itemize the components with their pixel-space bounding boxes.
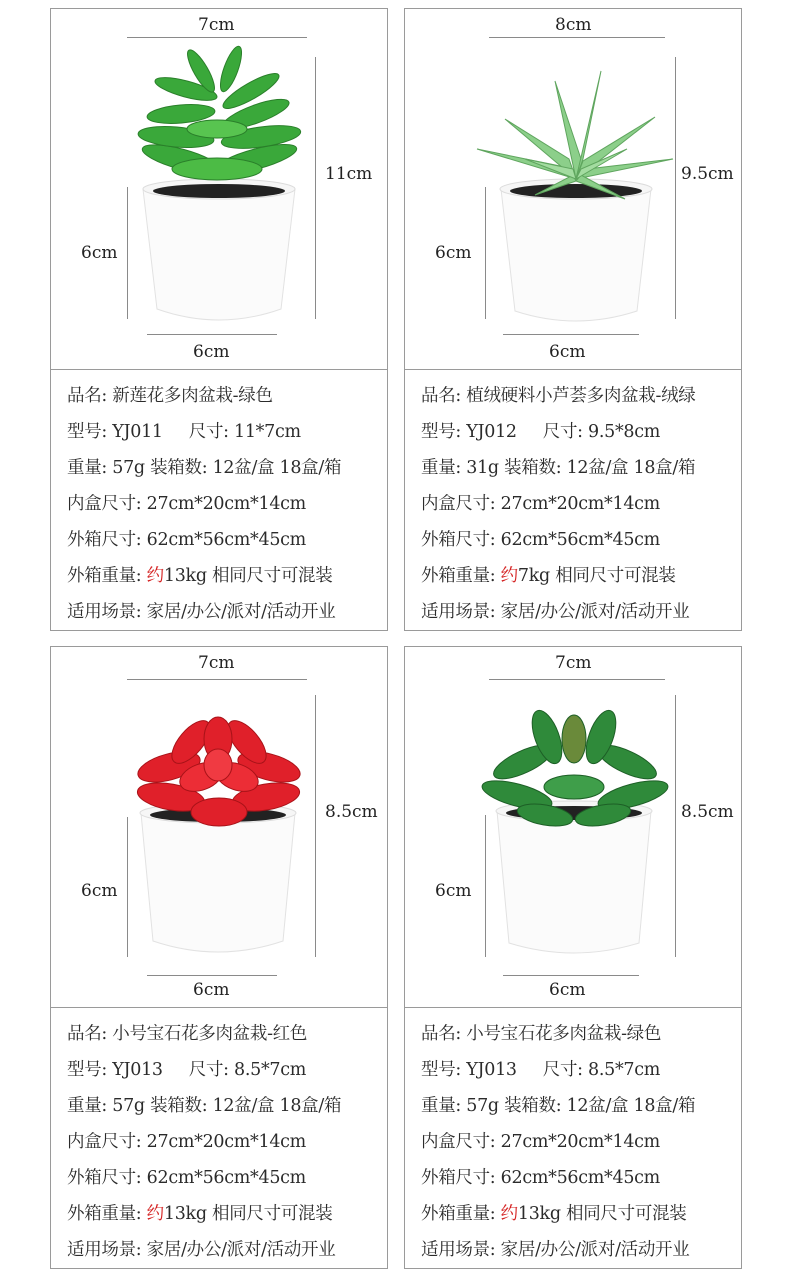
outer-box-size: 62cm*56cm*45cm [500, 1168, 660, 1188]
dimension-right: 9.5cm [681, 164, 734, 184]
spec-inner-box-row: 内盒尺寸: 27cm*20cm*14cm [67, 494, 306, 514]
product-name: 植绒硬料小芦荟多肉盆栽-绒绿 [466, 386, 696, 406]
spec-outer-box-row: 外箱尺寸: 62cm*56cm*45cm [421, 1168, 660, 1188]
height-guide-line [675, 57, 676, 319]
pack-count: 12盆/盒 18盒/箱 [212, 1096, 342, 1116]
outer-weight-value: 13kg [163, 1204, 207, 1224]
pack-count: 12盆/盒 18盒/箱 [566, 458, 696, 478]
dimension-left: 6cm [81, 243, 118, 263]
pot-width-guide-line [503, 334, 639, 335]
spec-name-row: 品名: 小号宝石花多肉盆栽-红色 [67, 1024, 308, 1044]
spec-inner-box-row: 内盒尺寸: 27cm*20cm*14cm [67, 1132, 306, 1152]
approx-marker: 约 [146, 566, 164, 586]
product-photo [405, 647, 741, 1008]
inner-box-size: 27cm*20cm*14cm [146, 1132, 306, 1152]
spec-outer-box-row: 外箱尺寸: 62cm*56cm*45cm [421, 530, 660, 550]
product-name: 小号宝石花多肉盆栽-绿色 [466, 1024, 662, 1044]
mix-note: 相同尺寸可混装 [212, 1204, 333, 1224]
spec-scene-row: 适用场景: 家居/办公/派对/活动开业 [421, 1240, 690, 1260]
width-guide-line [489, 679, 665, 680]
dimension-left: 6cm [81, 881, 118, 901]
mix-note: 相同尺寸可混装 [212, 566, 333, 586]
spec-scene-row: 适用场景: 家居/办公/派对/活动开业 [67, 602, 336, 622]
dimension-right: 8.5cm [325, 802, 378, 822]
spec-outer-weight-row: 外箱重量: 约13kg 相同尺寸可混装 [67, 566, 333, 586]
spec-outer-weight-row: 外箱重量: 约13kg 相同尺寸可混装 [67, 1204, 333, 1224]
dimension-left: 6cm [435, 881, 472, 901]
spec-model-row: 型号: YJ013 尺寸: 8.5*7cm [67, 1060, 307, 1080]
product-card-4 [404, 646, 742, 1269]
green-echeveria-illustration [405, 647, 741, 1007]
product-spec-list [51, 1008, 387, 1268]
weight-value: 57g [466, 1096, 499, 1116]
dimension-top: 8cm [555, 15, 592, 35]
product-photo [405, 9, 741, 370]
spec-model-row: 型号: YJ011 尺寸: 11*7cm [67, 422, 301, 442]
red-echeveria-illustration [51, 647, 387, 1007]
outer-weight-value: 13kg [163, 566, 207, 586]
model-number: YJ012 [466, 422, 517, 442]
usage-scene: 家居/办公/派对/活动开业 [500, 602, 690, 622]
product-spec-list [405, 1008, 741, 1268]
approx-marker: 约 [500, 566, 518, 586]
spec-inner-box-row: 内盒尺寸: 27cm*20cm*14cm [421, 1132, 660, 1152]
product-spec-list [405, 370, 741, 630]
width-guide-line [127, 37, 307, 38]
outer-box-size: 62cm*56cm*45cm [500, 530, 660, 550]
product-name: 小号宝石花多肉盆栽-红色 [112, 1024, 308, 1044]
outer-weight-value: 7kg [517, 566, 550, 586]
dimension-bottom: 6cm [549, 342, 586, 362]
spec-name-row: 品名: 小号宝石花多肉盆栽-绿色 [421, 1024, 662, 1044]
pot-width-guide-line [503, 975, 639, 976]
spec-scene-row: 适用场景: 家居/办公/派对/活动开业 [421, 602, 690, 622]
product-card-3 [50, 646, 388, 1269]
dimension-right: 8.5cm [681, 802, 734, 822]
spec-weight-row: 重量: 57g 装箱数: 12盆/盒 18盒/箱 [67, 458, 342, 478]
model-number: YJ013 [466, 1060, 517, 1080]
spec-inner-box-row: 内盒尺寸: 27cm*20cm*14cm [421, 494, 660, 514]
spec-outer-box-row: 外箱尺寸: 62cm*56cm*45cm [67, 1168, 306, 1188]
dimension-right: 11cm [325, 164, 373, 184]
product-spec-list [51, 370, 387, 630]
weight-value: 31g [466, 458, 499, 478]
spec-weight-row: 重量: 57g 装箱数: 12盆/盒 18盒/箱 [67, 1096, 342, 1116]
spec-model-row: 型号: YJ012 尺寸: 9.5*8cm [421, 422, 661, 442]
height-guide-line [675, 695, 676, 957]
dimension-bottom: 6cm [193, 342, 230, 362]
product-photo [51, 9, 387, 370]
usage-scene: 家居/办公/派对/活动开业 [146, 602, 336, 622]
size-value: 9.5*8cm [588, 422, 661, 442]
spec-scene-row: 适用场景: 家居/办公/派对/活动开业 [67, 1240, 336, 1260]
succulent-lotus-illustration [51, 9, 387, 369]
weight-value: 57g [112, 458, 145, 478]
pot-width-guide-line [147, 975, 277, 976]
product-photo [51, 647, 387, 1008]
width-guide-line [127, 679, 307, 680]
aloe-succulent-illustration [405, 9, 741, 369]
dimension-bottom: 6cm [549, 980, 586, 1000]
outer-box-size: 62cm*56cm*45cm [146, 530, 306, 550]
inner-box-size: 27cm*20cm*14cm [500, 494, 660, 514]
approx-marker: 约 [500, 1204, 518, 1224]
pot-width-guide-line [147, 334, 277, 335]
size-value: 11*7cm [234, 422, 301, 442]
size-value: 8.5*7cm [234, 1060, 307, 1080]
mix-note: 相同尺寸可混装 [555, 566, 676, 586]
product-name: 新莲花多肉盆栽-绿色 [112, 386, 273, 406]
pot-height-guide-line [485, 187, 486, 319]
usage-scene: 家居/办公/派对/活动开业 [146, 1240, 336, 1260]
approx-marker: 约 [146, 1204, 164, 1224]
outer-weight-value: 13kg [517, 1204, 561, 1224]
dimension-top: 7cm [198, 653, 235, 673]
width-guide-line [489, 37, 665, 38]
pot-height-guide-line [485, 815, 486, 957]
weight-value: 57g [112, 1096, 145, 1116]
product-card-1 [50, 8, 388, 631]
pot-height-guide-line [127, 817, 128, 957]
height-guide-line [315, 695, 316, 957]
outer-box-size: 62cm*56cm*45cm [146, 1168, 306, 1188]
pot-height-guide-line [127, 187, 128, 319]
dimension-bottom: 6cm [193, 980, 230, 1000]
pack-count: 12盆/盒 18盒/箱 [212, 458, 342, 478]
product-card-2 [404, 8, 742, 631]
spec-outer-weight-row: 外箱重量: 约13kg 相同尺寸可混装 [421, 1204, 687, 1224]
spec-model-row: 型号: YJ013 尺寸: 8.5*7cm [421, 1060, 661, 1080]
spec-name-row: 品名: 新莲花多肉盆栽-绿色 [67, 386, 273, 406]
spec-outer-box-row: 外箱尺寸: 62cm*56cm*45cm [67, 530, 306, 550]
dimension-left: 6cm [435, 243, 472, 263]
spec-outer-weight-row: 外箱重量: 约7kg 相同尺寸可混装 [421, 566, 676, 586]
spec-name-row: 品名: 植绒硬料小芦荟多肉盆栽-绒绿 [421, 386, 696, 406]
inner-box-size: 27cm*20cm*14cm [146, 494, 306, 514]
mix-note: 相同尺寸可混装 [566, 1204, 687, 1224]
pack-count: 12盆/盒 18盒/箱 [566, 1096, 696, 1116]
usage-scene: 家居/办公/派对/活动开业 [500, 1240, 690, 1260]
model-number: YJ013 [112, 1060, 163, 1080]
inner-box-size: 27cm*20cm*14cm [500, 1132, 660, 1152]
spec-weight-row: 重量: 31g 装箱数: 12盆/盒 18盒/箱 [421, 458, 696, 478]
dimension-top: 7cm [198, 15, 235, 35]
model-number: YJ011 [112, 422, 163, 442]
height-guide-line [315, 57, 316, 319]
spec-weight-row: 重量: 57g 装箱数: 12盆/盒 18盒/箱 [421, 1096, 696, 1116]
dimension-top: 7cm [555, 653, 592, 673]
size-value: 8.5*7cm [588, 1060, 661, 1080]
